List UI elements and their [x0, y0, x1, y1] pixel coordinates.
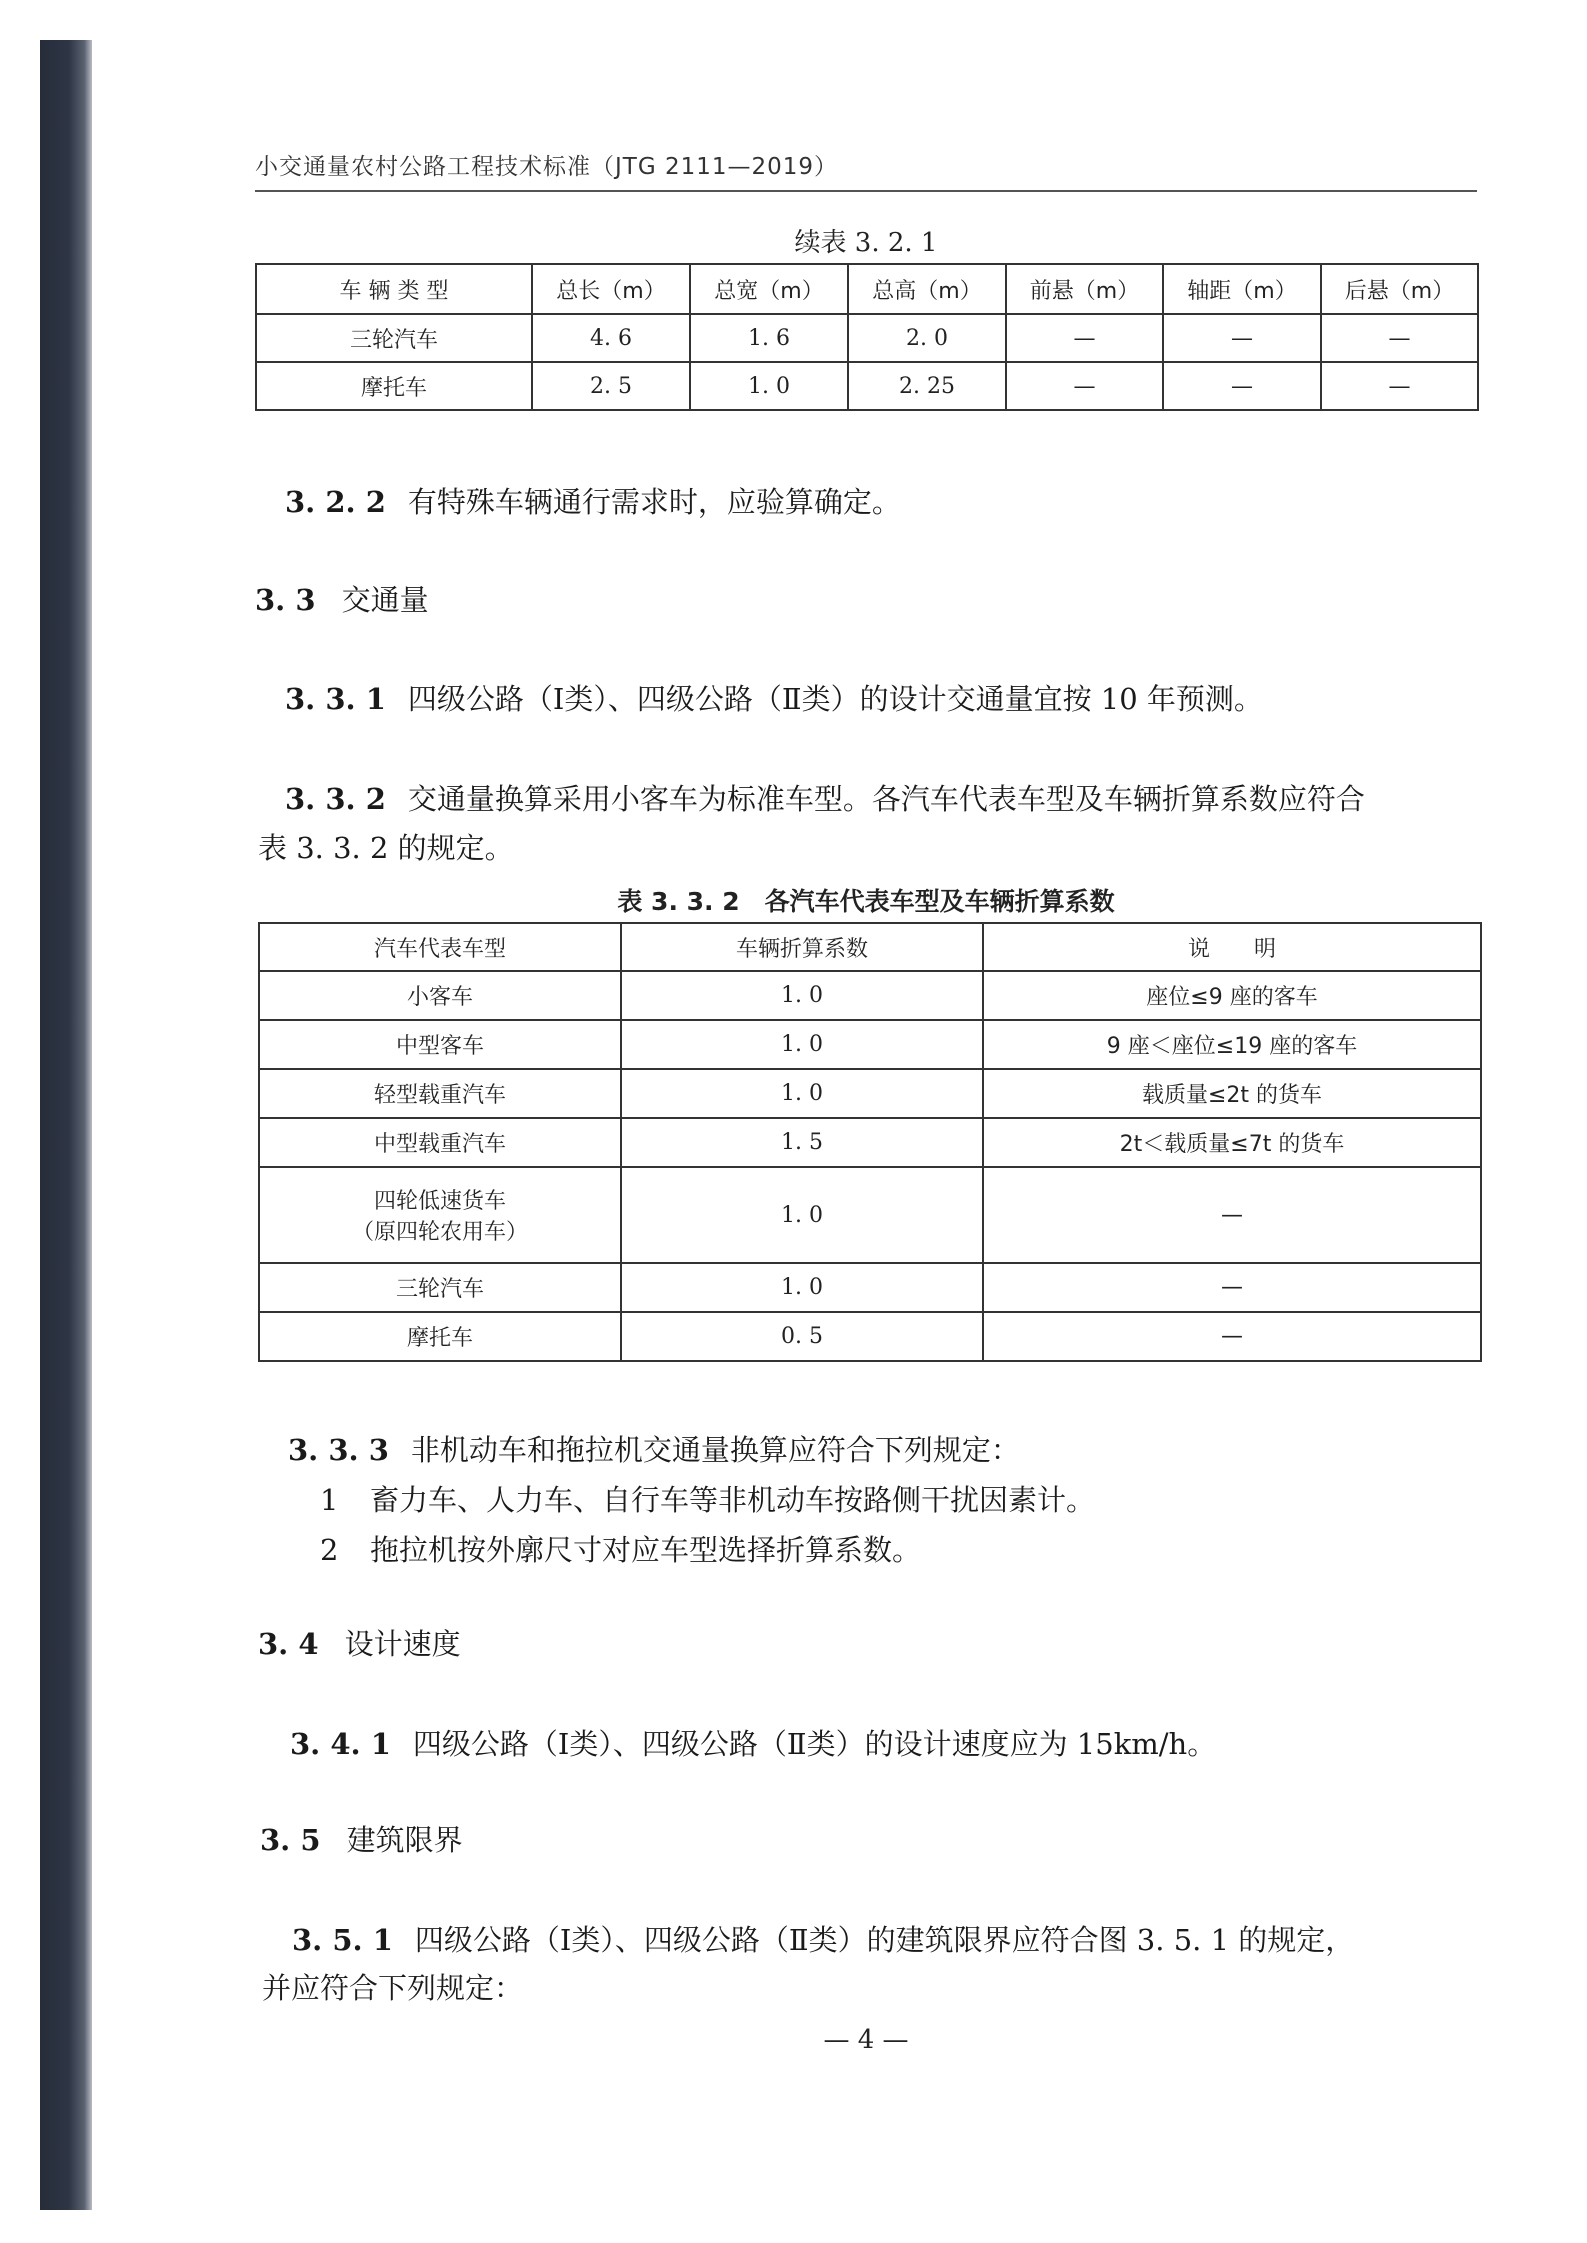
table-row [259, 1020, 1481, 1069]
table-row [259, 1069, 1481, 1118]
clause-3-5-1-continued: 并应符合下列规定： [262, 1971, 524, 2005]
vehicle-type-cell: 三轮汽车 [259, 1263, 621, 1312]
table-row [259, 971, 1481, 1020]
section-number: 3. 3 [255, 583, 316, 617]
clause-3-3-3 [288, 1428, 1020, 1469]
table2-header-row [259, 923, 1481, 971]
vehicle-type-line: （原四轮农用车） [351, 1220, 528, 1245]
vehicle-type-cell [259, 1167, 621, 1263]
vehicle-type-cell: 轻型载重汽车 [259, 1069, 621, 1118]
list-item-index: 2 [320, 1533, 339, 1567]
clause-3-3-1 [285, 677, 1263, 718]
vehicle-type-line: 四轮低速货车 [373, 1189, 506, 1214]
table1-cell: 2. 25 [848, 362, 1006, 410]
table-row [256, 314, 1478, 362]
note-cell: — [983, 1312, 1481, 1361]
section-title: 交通量 [341, 583, 429, 617]
clause-number: 3. 3. 2 [285, 782, 386, 816]
table1-col-header: 车 辆 类 型 [256, 264, 532, 314]
clause-3-4-1 [290, 1722, 1216, 1763]
table1-header-row [256, 264, 1478, 314]
note-cell: 载质量≤2t 的货车 [983, 1069, 1481, 1118]
table1-cell: — [1006, 362, 1163, 410]
table1-col-header: 后悬（m） [1321, 264, 1478, 314]
section-3-4-heading [258, 1622, 461, 1663]
list-item-text: 拖拉机按外廓尺寸对应车型选择折算系数。 [370, 1533, 922, 1567]
clause-text: 四级公路（Ⅰ类）、四级公路（Ⅱ类）的建筑限界应符合图 3. 5. 1 的规定， [414, 1923, 1355, 1957]
running-header: 小交通量农村公路工程技术标准（JTG 2111—2019） [255, 154, 839, 180]
list-item-text: 畜力车、人力车、自行车等非机动车按路侧干扰因素计。 [370, 1483, 1096, 1517]
table1-cell: 1. 6 [690, 314, 848, 362]
clause-text: 四级公路（Ⅰ类）、四级公路（Ⅱ类）的设计交通量宜按 10 年预测。 [407, 682, 1263, 716]
clause-text: 有特殊车辆通行需求时，应验算确定。 [407, 485, 901, 519]
coefficient-cell: 0. 5 [621, 1312, 983, 1361]
coefficient-cell: 1. 0 [621, 1167, 983, 1263]
table2-col-header: 汽车代表车型 [259, 923, 621, 971]
table2-col-header: 车辆折算系数 [621, 923, 983, 971]
table1-cell: — [1321, 362, 1478, 410]
table1-col-header: 总长（m） [532, 264, 690, 314]
note-cell: — [983, 1167, 1481, 1263]
table-row [256, 362, 1478, 410]
table1-cell: 摩托车 [256, 362, 532, 410]
table2-caption: 表 3. 3. 2 各汽车代表车型及车辆折算系数 [617, 887, 1115, 916]
list-item-index: 1 [320, 1483, 339, 1517]
table-row [259, 1118, 1481, 1167]
note-cell: 座位≤9 座的客车 [983, 971, 1481, 1020]
section-title: 建筑限界 [346, 1823, 463, 1857]
note-cell: — [983, 1263, 1481, 1312]
table-row [259, 1263, 1481, 1312]
table-row [259, 1167, 1481, 1263]
section-number: 3. 4 [258, 1627, 319, 1661]
section-3-3-heading [255, 578, 429, 619]
vehicle-type-cell: 小客车 [259, 971, 621, 1020]
table1-cell: — [1006, 314, 1163, 362]
clause-number: 3. 3. 1 [285, 682, 386, 716]
table1-col-header: 总高（m） [848, 264, 1006, 314]
table-row [259, 1312, 1481, 1361]
table1 [255, 263, 1479, 411]
coefficient-cell: 1. 5 [621, 1118, 983, 1167]
note-cell: 9 座＜座位≤19 座的客车 [983, 1020, 1481, 1069]
section-number: 3. 5 [260, 1823, 321, 1857]
table1-cell: 2. 0 [848, 314, 1006, 362]
page-number: — 4 — [823, 2025, 909, 2055]
table2-col-header: 说 明 [983, 923, 1481, 971]
table1-cell: 三轮汽车 [256, 314, 532, 362]
coefficient-cell: 1. 0 [621, 1020, 983, 1069]
vehicle-type-cell: 中型载重汽车 [259, 1118, 621, 1167]
list-item [320, 1528, 921, 1569]
clause-text: 交通量换算采用小客车为标准车型。各汽车代表车型及车辆折算系数应符合 [407, 782, 1365, 816]
list-item [320, 1478, 1095, 1519]
table1-col-header: 前悬（m） [1006, 264, 1163, 314]
clause-3-2-2 [285, 480, 901, 521]
clause-number: 3. 3. 3 [288, 1433, 389, 1467]
clause-3-3-2 [285, 777, 1365, 818]
clause-3-3-2-continued: 表 3. 3. 2 的规定。 [258, 831, 514, 865]
table1-cell: — [1163, 314, 1321, 362]
clause-3-5-1 [292, 1918, 1354, 1959]
table1-caption: 续表 3. 2. 1 [794, 228, 938, 258]
clause-number: 3. 4. 1 [290, 1727, 391, 1761]
clause-number: 3. 5. 1 [292, 1923, 393, 1957]
coefficient-cell: 1. 0 [621, 1263, 983, 1312]
note-cell: 2t＜载质量≤7t 的货车 [983, 1118, 1481, 1167]
table1-cell: — [1163, 362, 1321, 410]
clause-number: 3. 2. 2 [285, 485, 386, 519]
clause-text: 非机动车和拖拉机交通量换算应符合下列规定： [410, 1433, 1020, 1467]
table1-cell: 4. 6 [532, 314, 690, 362]
coefficient-cell: 1. 0 [621, 1069, 983, 1118]
section-3-5-heading [260, 1818, 463, 1859]
table1-cell: 2. 5 [532, 362, 690, 410]
table1-col-header: 轴距（m） [1163, 264, 1321, 314]
table1-cell: 1. 0 [690, 362, 848, 410]
header-rule [255, 190, 1477, 192]
vehicle-type-cell: 摩托车 [259, 1312, 621, 1361]
table2 [258, 922, 1482, 1362]
section-title: 设计速度 [344, 1627, 461, 1661]
table1-cell: — [1321, 314, 1478, 362]
clause-text: 四级公路（Ⅰ类）、四级公路（Ⅱ类）的设计速度应为 15km/h。 [412, 1727, 1217, 1761]
vehicle-type-cell: 中型客车 [259, 1020, 621, 1069]
table1-col-header: 总宽（m） [690, 264, 848, 314]
coefficient-cell: 1. 0 [621, 971, 983, 1020]
